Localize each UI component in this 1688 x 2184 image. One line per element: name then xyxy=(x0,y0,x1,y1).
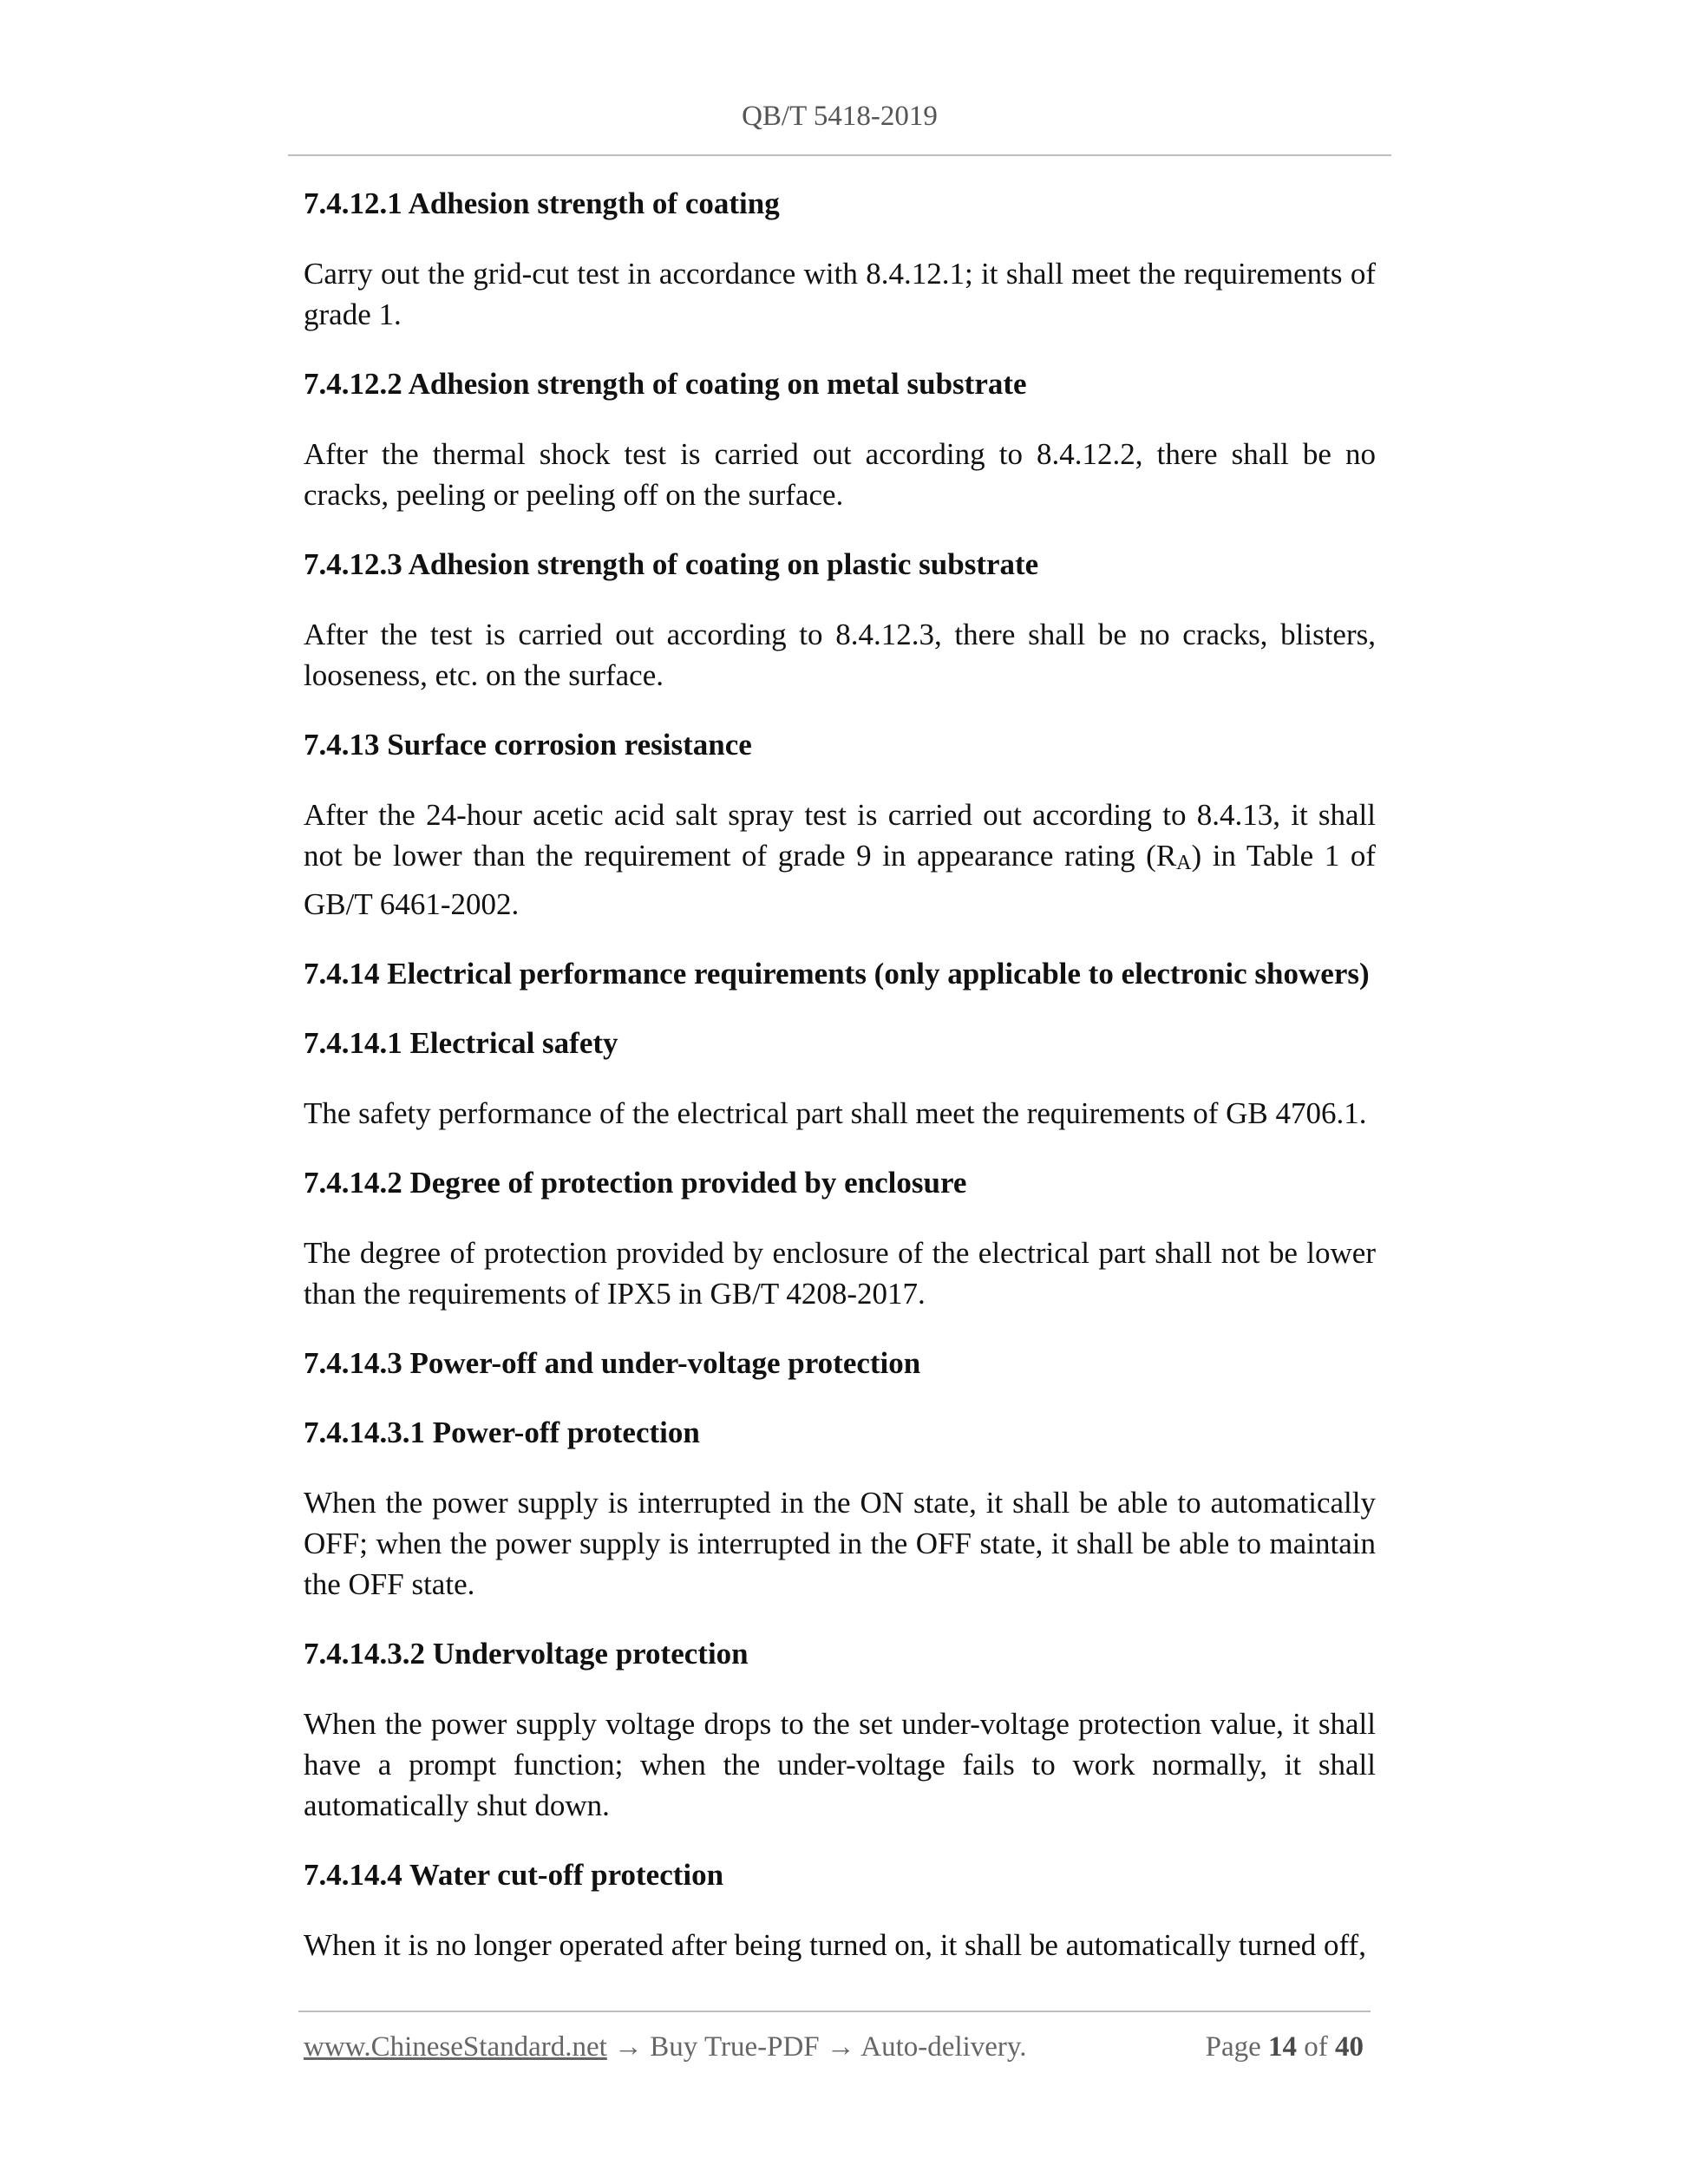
page-header xyxy=(288,94,1391,156)
section-heading: 7.4.12.2 Adhesion strength of coating on metal substrate xyxy=(304,367,1027,401)
page-prefix: Page xyxy=(1205,2031,1268,2063)
section-heading: 7.4.14.2 Degree of protection provided by enclosure xyxy=(304,1166,967,1200)
section-heading: 7.4.14.4 Water cut-off protection xyxy=(304,1858,724,1892)
section-heading: 7.4.14.3 Power-off and under-voltage protection xyxy=(304,1346,921,1380)
section-heading: 7.4.14.1 Electrical safety xyxy=(304,1026,618,1060)
corrosion-text-after: ) in Table 1 of GB/T 6461-2002. xyxy=(304,839,1376,921)
section-heading: 7.4.14 Electrical performance requirements (only applicable to electronic showers) xyxy=(304,957,1370,991)
footer-divider xyxy=(298,2011,1371,2012)
website-link[interactable]: www.ChineseStandard.net xyxy=(304,2031,607,2063)
footer-promo xyxy=(304,2026,1027,2068)
section-heading: 7.4.14.3.2 Undervoltage protection xyxy=(304,1637,749,1671)
section-paragraph: The safety performance of the electrical part shall meet the requirements of GB 4706.1. xyxy=(304,1096,1367,1130)
subscript-a: A xyxy=(1176,852,1192,874)
section-paragraph: When the power supply is interrupted in the ON state, it shall be able to automatically OFF; when the power supply is interrupted in the OFF state, it shall be able to maintain the OFF state. xyxy=(304,1486,1376,1601)
corrosion-text-before: After the 24-hour acetic acid salt spray test is carried out according to 8.4.13, it shall not be lower than the requirement of grade 9 in appearance rating (R xyxy=(304,798,1376,873)
corrosion-paragraph xyxy=(304,794,1376,925)
page-total: 40 xyxy=(1335,2031,1364,2063)
section-heading: 7.4.14.3.1 Power-off protection xyxy=(304,1416,700,1449)
standard-number: QB/T 5418-2019 xyxy=(742,101,938,132)
section-paragraph: After the test is carried out according to 8.4.12.3, there shall be no cracks, blisters, looseness, etc. on the surface. xyxy=(304,618,1376,692)
page-indicator xyxy=(1206,2026,1364,2068)
section-paragraph: When it is no longer operated after being turned on, it shall be automatically turned off, xyxy=(304,1928,1366,1962)
section-paragraph: When the power supply voltage drops to the set under-voltage protection value, it shall have a prompt function; when the under-voltage fails to work normally, it shall automatically shut down. xyxy=(304,1707,1376,1822)
footer-promo-text: → Buy True-PDF → Auto-delivery. xyxy=(606,2031,1027,2063)
page-of: of xyxy=(1297,2031,1335,2063)
section-heading: 7.4.12.1 Adhesion strength of coating xyxy=(304,186,780,220)
section-heading: 7.4.13 Surface corrosion resistance xyxy=(304,728,752,762)
document-body xyxy=(304,184,1376,1995)
section-paragraph: The degree of protection provided by enclosure of the electrical part shall not be lower than the requirements of IPX5 in GB/T 4208-2017. xyxy=(304,1236,1376,1311)
section-paragraph: After the thermal shock test is carried out according to 8.4.12.2, there shall be no cracks, peeling or peeling off on the surface. xyxy=(304,437,1376,512)
section-heading: 7.4.12.3 Adhesion strength of coating on plastic substrate xyxy=(304,547,1039,581)
page-number: 14 xyxy=(1268,2031,1297,2063)
section-paragraph: Carry out the grid-cut test in accordance with 8.4.12.1; it shall meet the requirements of grade 1. xyxy=(304,257,1376,331)
